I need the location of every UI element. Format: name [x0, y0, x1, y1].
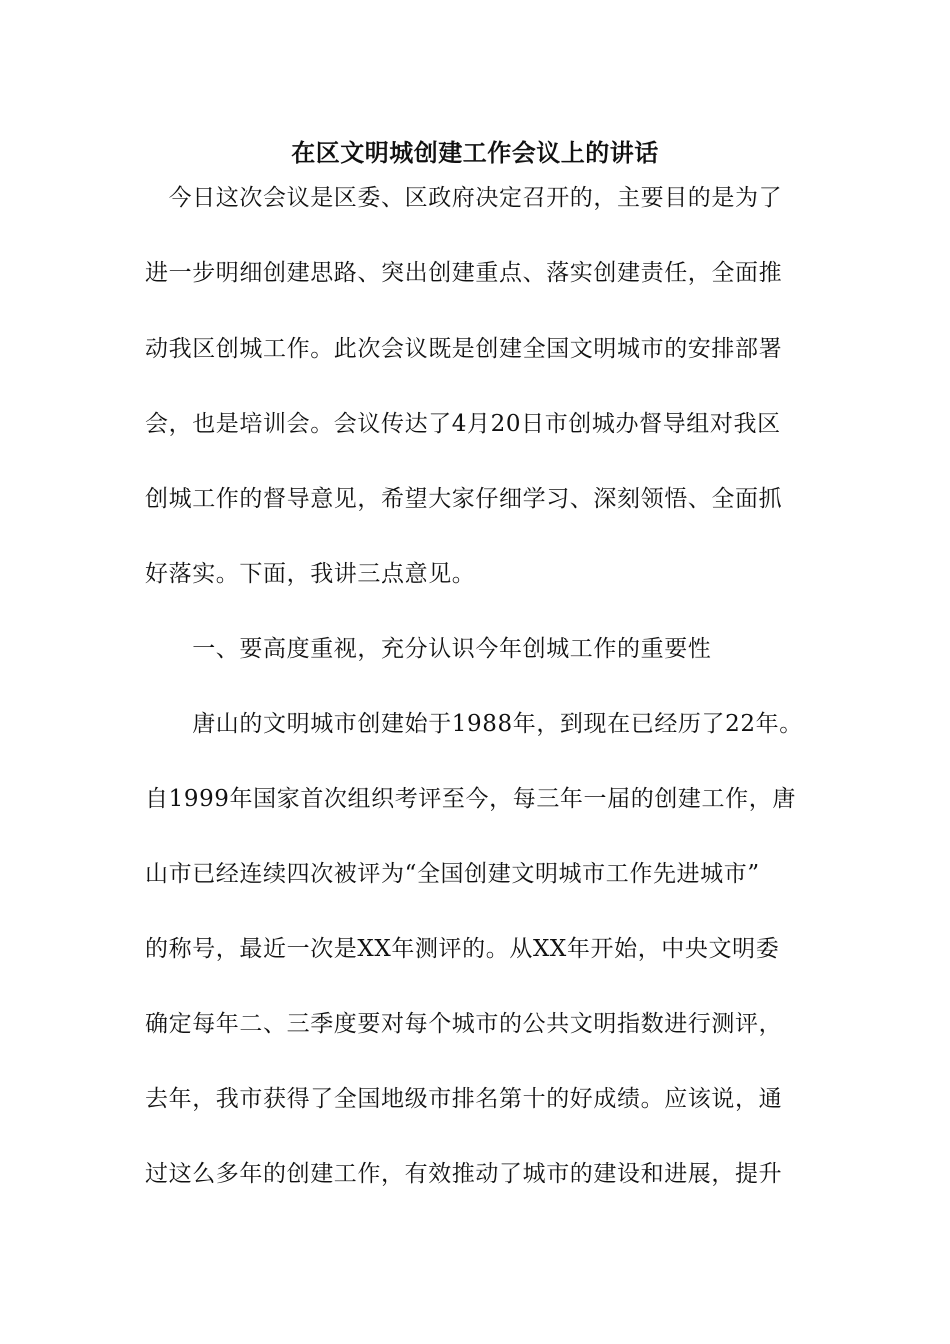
paragraph-line: 确定每年二、三季度要对每个城市的公共文明指数进行测评，	[145, 1011, 783, 1037]
paragraph-line: 自1999年国家首次组织考评至今，每三年一届的创建工作，唐	[145, 786, 796, 812]
paragraph-line: 去年，我市获得了全国地级市排名第十的好成绩。应该说，通	[145, 1086, 783, 1112]
paragraph-line: 进一步明细创建思路、突出创建重点、落实创建责任，全面推	[145, 260, 783, 286]
paragraph-line: 会，也是培训会。会议传达了4月20日市创城办督导组对我区	[145, 411, 781, 437]
section-heading: 一、要高度重视，充分认识今年创城工作的重要性	[145, 636, 712, 662]
paragraph-line: 今日这次会议是区委、区政府决定召开的，主要目的是为了	[145, 185, 783, 211]
paragraph-line: 创城工作的督导意见，希望大家仔细学习、深刻领悟、全面抓	[145, 486, 783, 512]
paragraph-line: 好落实。下面，我讲三点意见。	[145, 561, 476, 587]
document-title: 在区文明城创建工作会议上的讲话	[291, 138, 659, 167]
paragraph-line: 过这么多年的创建工作，有效推动了城市的建设和进展，提升	[145, 1161, 783, 1187]
paragraph-line: 唐山的文明城市创建始于1988年，到现在已经历了22年。	[145, 711, 803, 737]
paragraph-line: 的称号，最近一次是XX年测评的。从XX年开始，中央文明委	[145, 936, 780, 962]
paragraph-line: 山市已经连续四次被评为“全国创建文明城市工作先进城市”	[145, 861, 760, 887]
paragraph-line: 动我区创城工作。此次会议既是创建全国文明城市的安排部署	[145, 336, 783, 362]
